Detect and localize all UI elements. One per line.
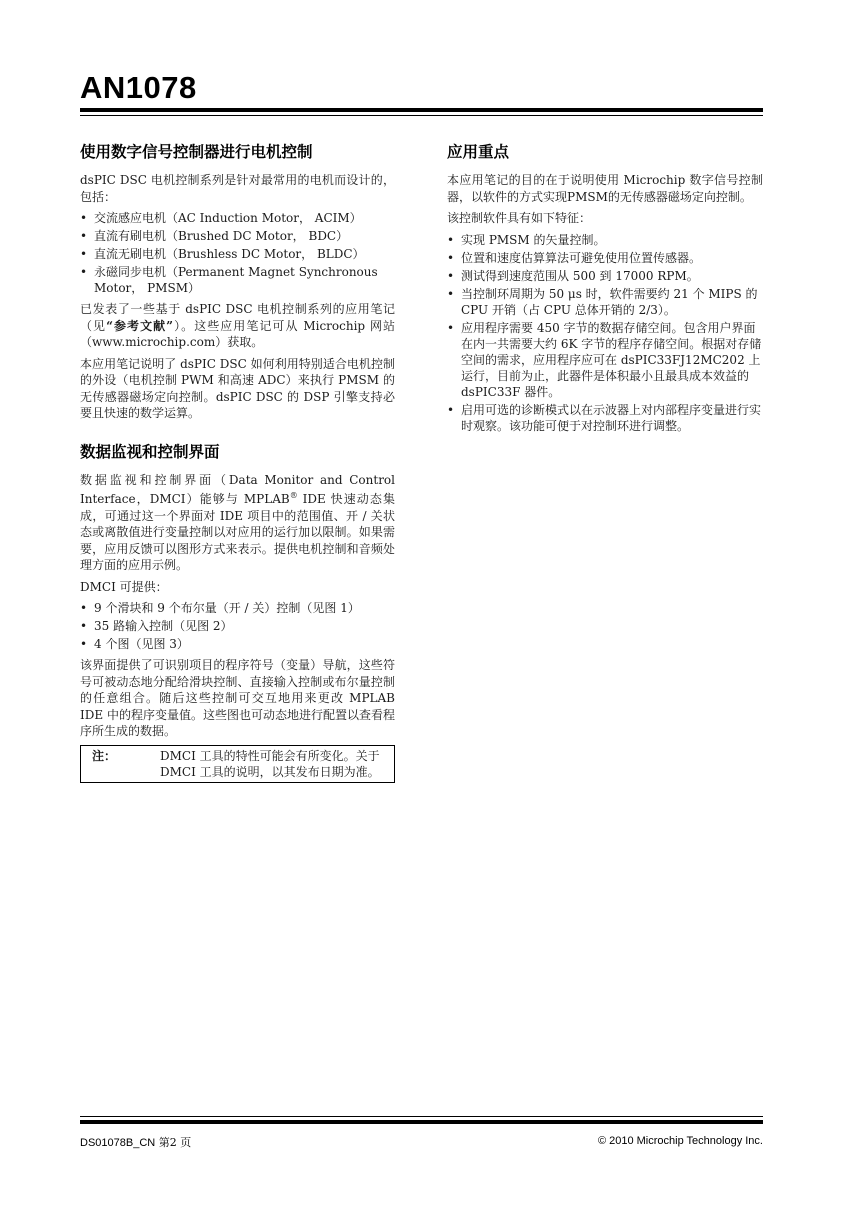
registered-mark: ® xyxy=(289,491,298,500)
footer-copyright xyxy=(598,1134,763,1147)
list-item: • 实现 PMSM 的矢量控制。 xyxy=(447,232,763,248)
left-column xyxy=(80,140,395,783)
header-rule-thin xyxy=(80,115,763,116)
intro-paragraph: dsPIC DSC 电机控制系列是针对最常用的电机而设计的，包括： xyxy=(80,173,395,204)
description-paragraph: 本应用笔记说明了 dsPIC DSC 如何利用特别适合电机控制的外设（电机控制 PWM 和高速 ADC）来执行 PMSM 的无传感器磁场定向控制。dsPIC DSC 的 DSP 引擎支持必要且快速的数学运算。 xyxy=(80,356,395,420)
paragraph-text: 已发表了一些基于 dsPIC DSC 电机控制系列的应用笔记（见 xyxy=(80,302,395,333)
motor-type-list xyxy=(80,210,395,296)
footer-doc-id xyxy=(80,1134,191,1150)
doc-id: DS01078B_CN xyxy=(80,1137,156,1149)
section-title-dmci: 数据监视和控制界面 xyxy=(80,442,220,461)
copyright-text: © 2010 Microchip Technology Inc. xyxy=(597,1135,763,1147)
list-item: • 当控制环周期为 50 μs 时，软件需要约 21 个 MIPS 的 CPU 开销（占 CPU 总体开销的 2/3）。 xyxy=(447,286,763,318)
section-title-highlights: 应用重点 xyxy=(447,143,510,161)
section-title-motor-control: 使用数字信号控制器进行电机控制 xyxy=(80,143,313,161)
software-feature-list xyxy=(447,232,763,434)
list-item: • 位置和速度估算算法可避免使用位置传感器。 xyxy=(447,250,763,266)
references-link[interactable]: “参考文献” xyxy=(106,318,174,333)
list-item: • 直流有刷电机（Brushed DC Motor， BDC） xyxy=(80,228,395,244)
list-item: • 交流感应电机（AC Induction Motor， ACIM） xyxy=(80,210,395,226)
dmci-provides-label: DMCI 可提供： xyxy=(80,579,168,594)
dmci-navigation-paragraph: 该界面提供了可识别项目的程序符号（变量）导航，这些符号可被动态地分配给滑块控制、直接输入控制或布尔量控制的任意组合。随后这些控制可交互地用来更改 MPLAB IDE 中的程序变量值。这些图也可动态地进行配置以查看程序所生成的数据。 xyxy=(80,658,395,738)
list-item: • 永磁同步电机（Permanent Magnet Synchronous Motor， PMSM） xyxy=(80,264,395,296)
note-label: 注： xyxy=(92,748,117,763)
footer-rule-thin xyxy=(80,1116,763,1117)
right-column xyxy=(447,140,763,439)
features-label: 该控制软件具有如下特征： xyxy=(447,211,592,225)
note-text: DMCI 工具的特性可能会有所变化。关于 DMCI 工具的说明，以其发布日期为准。 xyxy=(160,748,380,779)
list-item: • 4 个图（见图 3） xyxy=(80,636,395,652)
paragraph-text: ）。这些应用笔记可从 Microchip 网站（www.microchip.com）获取。 xyxy=(80,318,395,349)
document-title: AN1078 xyxy=(80,70,197,105)
page-number: 第2 页 xyxy=(158,1136,192,1149)
dmci-paragraph xyxy=(80,472,395,574)
app-notes-paragraph xyxy=(80,301,395,351)
list-item: • 应用程序需要 450 字节的数据存储空间。包含用户界面在内一共需要大约 6K 字节的程序存储空间。根据对存储空间的需求，应用程序应可在 dsPIC33FJ12MC202 上运行，目前为止，此器件是体积最小且最具成本效益的 dsPIC33F 器件。 xyxy=(447,320,763,400)
list-item: • 直流无刷电机（Brushless DC Motor， BLDC） xyxy=(80,246,395,262)
dmci-feature-list xyxy=(80,600,395,652)
note-box xyxy=(80,745,395,783)
list-item: • 9 个滑块和 9 个布尔量（开 / 关）控制（见图 1） xyxy=(80,600,395,616)
paragraph-text: 数据监视和控制界面（Data Monitor and Control Interface，DMCI）能够与 MPLAB xyxy=(80,472,395,506)
list-item: • 启用可选的诊断模式以在示波器上对内部程序变量进行实时观察。该功能可便于对控制环进行调整。 xyxy=(447,402,763,434)
list-item: • 35 路输入控制（见图 2） xyxy=(80,618,395,634)
header-rule-thick xyxy=(80,108,763,112)
paragraph-text: IDE 快速动态集成，可通过这一个界面对 IDE 项目中的范围值、开 / 关状态或离散值进行变量控制以对应用的运行加以限制。如果需要，应用反馈可以图形方式来表示。提供电机控制和音频处理方面的应用示例。 xyxy=(80,492,395,572)
footer-rule-thick xyxy=(80,1120,763,1124)
purpose-paragraph: 本应用笔记的目的在于说明使用 Microchip 数字信号控制器，以软件的方式实现PMSM的无传感器磁场定向控制。 xyxy=(447,173,763,204)
list-item: • 测试得到速度范围从 500 到 17000 RPM。 xyxy=(447,268,763,284)
